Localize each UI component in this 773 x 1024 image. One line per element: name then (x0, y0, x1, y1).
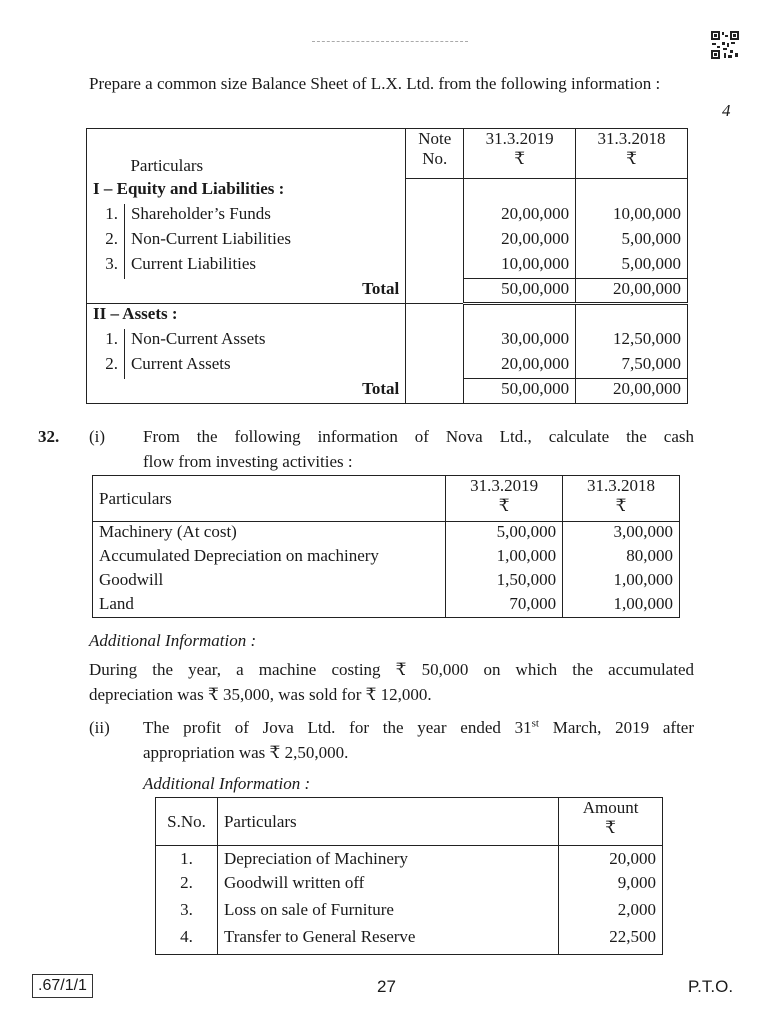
qr-code-icon (711, 31, 739, 59)
q31-marks: 4 (722, 101, 731, 120)
header-rule (312, 41, 468, 42)
table-row: 3. Loss on sale of Furniture 2,000 (156, 900, 663, 927)
table-row: 1. Depreciation of Machinery 20,000 (156, 846, 663, 873)
jova-ltd-table (155, 797, 663, 955)
header-2019: 31.3.2019 ₹ (446, 476, 563, 522)
table-row: 1. Non-Current Assets 30,00,000 12,50,000 (87, 329, 688, 354)
additional-info-text: During the year, a machine costing ₹ 50,000 on which the accumulated depreciation was ₹ 35,000, was sold for ₹ 12,000. (89, 660, 694, 704)
total-row: Total 50,00,000 20,00,000 (87, 379, 688, 404)
table-row: Accumulated Depreciation on machinery 1,00,000 80,000 (93, 546, 680, 570)
section-assets: II – Assets : (87, 304, 406, 329)
table-row: Land 70,000 1,00,000 (93, 594, 680, 618)
q32-part2-text: The profit of Jova Ltd. for the year ended 31st March, 2019 after appropriation was ₹ 2,50,000. (143, 717, 694, 762)
header-2019: 31.3.2019 ₹ (464, 129, 576, 179)
table-row: 2. Non-Current Liabilities 20,00,000 5,00,000 (87, 229, 688, 254)
table-row: Goodwill 1,50,000 1,00,000 (93, 570, 680, 594)
q32-part1-text: From the following information of Nova Ltd., calculate the cash flow from investing activities : (143, 427, 694, 471)
q32-part1-label: (i) (89, 427, 106, 446)
header-2018: 31.3.2018 ₹ (576, 129, 688, 179)
header-particulars: Particulars (93, 476, 446, 522)
q32-number: 32. (38, 427, 60, 446)
header-particulars: Particulars (217, 798, 558, 846)
table-row: 2. Current Assets 20,00,000 7,50,000 (87, 354, 688, 379)
table-row: 4. Transfer to General Reserve 22,500 (156, 927, 663, 955)
table-row: 2. Goodwill written off 9,000 (156, 873, 663, 900)
total-row: Total 50,00,000 20,00,000 (87, 279, 688, 304)
table-row: Machinery (At cost) 5,00,000 3,00,000 (93, 522, 680, 546)
balance-sheet-table (86, 128, 688, 404)
table-row: 3. Current Liabilities 10,00,000 5,00,000 (87, 254, 688, 279)
q32-part2-label: (ii) (89, 718, 110, 737)
header-2018: 31.3.2018 ₹ (563, 476, 680, 522)
nova-ltd-table (92, 475, 680, 618)
pto-label: P.T.O. (688, 977, 734, 996)
section-equity-liabilities: I – Equity and Liabilities : (87, 179, 406, 204)
q31-intro: Prepare a common size Balance Sheet of L.X. Ltd. from the following information : (89, 74, 661, 93)
additional-info-heading-2: Additional Information : (143, 774, 311, 793)
header-amount: Amount ₹ (559, 798, 663, 846)
header-sno: S.No. (156, 798, 218, 846)
header-note: Note No. (406, 129, 464, 179)
table-row: 1. Shareholder’s Funds 20,00,000 10,00,000 (87, 204, 688, 229)
paper-code: .67/1/1 (32, 974, 93, 998)
header-particulars: Particulars (124, 129, 405, 179)
additional-info-heading: Additional Information : (89, 631, 257, 650)
page-number: 27 (377, 977, 396, 996)
